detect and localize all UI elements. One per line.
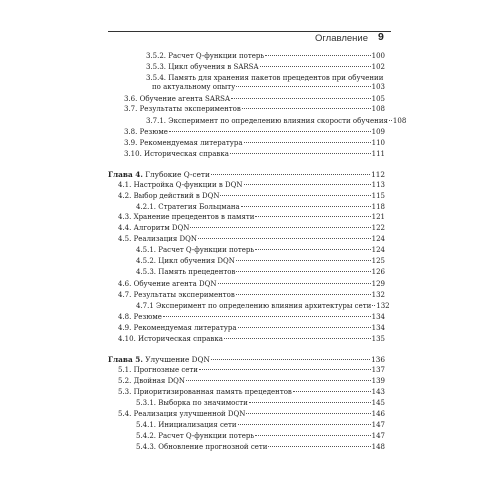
toc-entry-label	[136, 203, 240, 212]
toc-entry-label	[118, 366, 198, 375]
toc-entry-title: 4.7. Результаты экспериментов	[118, 291, 235, 299]
toc-entry-label	[124, 95, 230, 104]
toc-entry-title: 3.9. Рекомендуемая литература	[124, 139, 243, 147]
dot-leader	[236, 260, 371, 261]
dot-leader	[163, 316, 371, 317]
toc-entry-title: 5.3.1. Выборка по значимости	[136, 399, 248, 407]
toc-entry	[118, 313, 385, 322]
dot-leader	[224, 338, 371, 339]
toc-page-number: 126	[371, 268, 385, 276]
toc-entry-label	[146, 52, 264, 61]
toc-page-number: 124	[371, 235, 385, 243]
toc-page-number: 134	[371, 313, 385, 321]
toc-entry-title: 5.3. Приоритизированная память прецедентов	[118, 388, 292, 396]
dot-leader	[238, 424, 371, 425]
toc-entry-title: 4.9. Рекомендуемая литература	[118, 324, 237, 332]
toc-entry	[118, 366, 385, 375]
toc-entry-label	[118, 335, 223, 344]
toc-entry-label	[146, 74, 383, 83]
toc-entry-label	[118, 235, 197, 244]
dot-leader	[198, 238, 371, 239]
dot-leader	[211, 359, 370, 360]
toc-entry-label	[124, 105, 241, 114]
toc-page-number: 100	[371, 52, 385, 60]
toc-entry-label	[118, 213, 254, 222]
toc-entry-label	[118, 388, 292, 397]
toc-entry	[136, 268, 385, 277]
dot-leader	[186, 380, 371, 381]
toc-entry-title: 5.4.2. Расчет Q-функции потерь	[136, 432, 255, 440]
toc-page-number: 105	[371, 95, 385, 103]
toc-page-number: 146	[371, 410, 385, 418]
toc-entry	[118, 335, 385, 344]
toc-entry	[136, 246, 385, 255]
dot-leader	[218, 283, 371, 284]
dot-leader	[211, 174, 370, 175]
toc-entry-title: 5.4.3. Обновление прогнозной сети	[136, 443, 268, 451]
toc-page-number: 115	[371, 192, 385, 200]
toc-entry	[118, 192, 385, 201]
toc-entry-title: 4.10. Историческая справка	[118, 335, 223, 343]
toc-page-number: 143	[371, 388, 385, 396]
toc-page-number: 112	[371, 170, 385, 179]
dot-leader	[268, 446, 370, 447]
page-number: 9	[378, 31, 384, 43]
toc-entry-label	[118, 291, 235, 300]
toc-entry	[118, 213, 385, 222]
toc-page-number: 145	[371, 399, 385, 407]
chapter-number: Глава 4.	[108, 170, 143, 179]
toc-entry-label	[118, 377, 185, 386]
toc-page-number: 129	[371, 280, 385, 288]
toc-entry	[136, 302, 390, 311]
toc-entry-label	[136, 421, 237, 430]
toc-page-number: 103	[371, 83, 385, 91]
toc-entry-label	[118, 313, 162, 322]
toc-page-number: 147	[371, 421, 385, 429]
toc-page-number: 132	[371, 291, 385, 299]
toc-entry	[152, 83, 385, 92]
toc-entry	[124, 95, 385, 104]
toc-entry-title: 4.5.1. Расчет Q-функции потерь	[136, 246, 255, 254]
toc-entry-label	[152, 83, 235, 92]
toc-entry-title: 4.3. Хранение прецедентов в памяти	[118, 213, 255, 221]
dot-leader	[265, 55, 370, 56]
toc-entry-title: 4.6. Обучение агента DQN	[118, 280, 217, 288]
toc-entry	[118, 181, 385, 190]
toc-entry-label	[118, 181, 243, 190]
dot-leader	[236, 294, 371, 295]
toc-entry-title: Глубокие Q-сети	[142, 170, 210, 179]
toc-page-number: 147	[371, 432, 385, 440]
toc-page-number: 108	[392, 117, 407, 125]
toc-entry-title: 3.5.3. Цикл обучения в SARSA	[146, 63, 259, 71]
toc-entry-title: 4.2. Выбор действий в DQN	[118, 192, 220, 200]
toc-entry-title: 3.7.1. Эксперимент по определению влияния скорости обучения	[146, 117, 388, 125]
toc-page-number: 111	[371, 150, 385, 158]
dot-leader	[249, 402, 371, 403]
dot-leader	[231, 98, 371, 99]
toc-page-number: 102	[371, 63, 385, 71]
dot-leader	[293, 391, 371, 392]
dot-leader	[242, 108, 371, 109]
toc-entry	[146, 63, 385, 72]
toc-entry-title: 3.10. Историческая справка	[124, 150, 229, 158]
running-header-title: Оглавление	[315, 33, 368, 44]
toc-entry	[146, 52, 385, 61]
dot-leader	[372, 305, 375, 306]
toc-entry-title: 4.8. Резюме	[118, 313, 162, 321]
toc-entry-title: 5.2. Двойная DQN	[118, 377, 186, 385]
dot-leader	[260, 66, 371, 67]
dot-leader	[389, 120, 392, 121]
toc-entry	[124, 150, 385, 159]
toc-entry	[118, 280, 385, 289]
toc-entry-label	[146, 63, 259, 72]
toc-chapter-entry	[108, 170, 385, 179]
toc-entry-title: 3.5.4. Память для хранения пакетов прецедентов при обучении	[146, 74, 384, 82]
toc-entry-label	[136, 432, 254, 441]
toc-entry-title: 3.8. Резюме	[124, 128, 168, 136]
toc-entry-label	[136, 302, 371, 311]
toc-page-number: 148	[371, 443, 385, 451]
toc-entry	[146, 117, 407, 126]
toc-entry-label	[136, 246, 254, 255]
toc-page-number: 137	[371, 366, 385, 374]
toc-entry-title: Улучшение DQN	[142, 355, 210, 364]
toc-entry-title: 3.5.2. Расчет Q-функции потерь	[146, 52, 265, 60]
dot-leader	[244, 142, 371, 143]
toc-entry	[136, 203, 385, 212]
toc-entry-title: 4.5.2. Цикл обучения DQN	[136, 257, 235, 265]
dot-leader	[169, 131, 371, 132]
toc-entry-label	[136, 257, 235, 266]
dot-leader	[255, 435, 370, 436]
toc-entry-title: 4.7.1 Эксперимент по определению влияния архитектуры сети	[136, 302, 372, 310]
toc-entry	[124, 128, 385, 137]
toc-entry	[118, 410, 385, 419]
toc-entry-title: 3.6. Обучение агента SARSA	[124, 95, 231, 103]
toc-entry-title: 3.7. Результаты экспериментов	[124, 105, 241, 113]
toc-entry	[136, 432, 385, 441]
toc-entry-label	[108, 170, 210, 179]
toc-entry	[118, 388, 385, 397]
toc-entry-title: 5.4.1. Инициализация сети	[136, 421, 237, 429]
toc-entry	[136, 443, 385, 452]
toc-page-number: 121	[371, 213, 385, 221]
dot-leader	[199, 369, 371, 370]
dot-leader	[255, 216, 370, 217]
toc-entry	[118, 291, 385, 300]
toc-entry-title: 4.1. Настройка Q-функции в DQN	[118, 181, 243, 189]
toc-entry-label	[118, 324, 237, 333]
toc-page-number: 132	[376, 302, 390, 310]
toc-page-number: 110	[371, 139, 385, 147]
toc-page-number: 122	[371, 224, 385, 232]
toc-entry	[118, 377, 385, 386]
dot-leader	[236, 271, 370, 272]
dot-leader	[230, 153, 371, 154]
toc-entry	[136, 257, 385, 266]
dot-leader	[244, 184, 371, 185]
toc-page-number: 135	[371, 335, 385, 343]
toc-page-number: 136	[371, 355, 385, 364]
toc-entry	[124, 105, 385, 114]
toc-entry	[118, 224, 385, 233]
dot-leader	[241, 206, 371, 207]
dot-leader	[255, 249, 370, 250]
toc-entry	[118, 235, 385, 244]
toc-chapter-entry	[108, 355, 385, 364]
toc-page-number: 108	[371, 105, 385, 113]
toc-entry-title: 4.4. Алгоритм DQN	[118, 224, 190, 232]
toc-entry-label	[118, 280, 217, 289]
toc-entry	[118, 324, 385, 333]
dot-leader	[238, 327, 371, 328]
chapter-number: Глава 5.	[108, 355, 143, 364]
toc-page-number: 134	[371, 324, 385, 332]
toc-entry-title: 4.5. Реализация DQN	[118, 235, 197, 243]
toc-page-number: 118	[371, 203, 385, 211]
toc-entry-label	[124, 150, 229, 159]
toc-entry	[136, 421, 385, 430]
toc-entry-title: по актуальному опыту	[152, 83, 236, 91]
toc-entry-label	[118, 224, 189, 233]
toc-page-number: 124	[371, 246, 385, 254]
toc-entry-title: 4.5.3. Память прецедентов	[136, 268, 236, 276]
toc-entry-label	[124, 128, 168, 137]
toc-page-number: 125	[371, 257, 385, 265]
toc-entry-label	[146, 117, 388, 126]
toc-entry-label	[118, 410, 245, 419]
toc-page-number: 113	[371, 181, 385, 189]
toc-page-number: 109	[371, 128, 385, 136]
toc-page-number: 139	[371, 377, 385, 385]
toc-entry-title: 5.1. Прогнозные сети	[118, 366, 198, 374]
toc-entry-title: 5.4. Реализация улучшенной DQN	[118, 410, 246, 418]
toc-entry-label	[136, 399, 248, 408]
toc-entry-label	[136, 443, 267, 452]
dot-leader	[236, 86, 370, 87]
toc-entry-label	[136, 268, 235, 277]
toc-entry	[146, 74, 385, 83]
toc-entry-title: 4.2.1. Стратегия Больцмана	[136, 203, 240, 211]
toc-entry-label	[108, 355, 210, 364]
dot-leader	[190, 227, 370, 228]
dot-leader	[246, 413, 370, 414]
dot-leader	[220, 195, 370, 196]
toc-entry-label	[118, 192, 219, 201]
toc-entry-label	[124, 139, 243, 148]
toc-entry	[124, 139, 385, 148]
toc-entry	[136, 399, 385, 408]
